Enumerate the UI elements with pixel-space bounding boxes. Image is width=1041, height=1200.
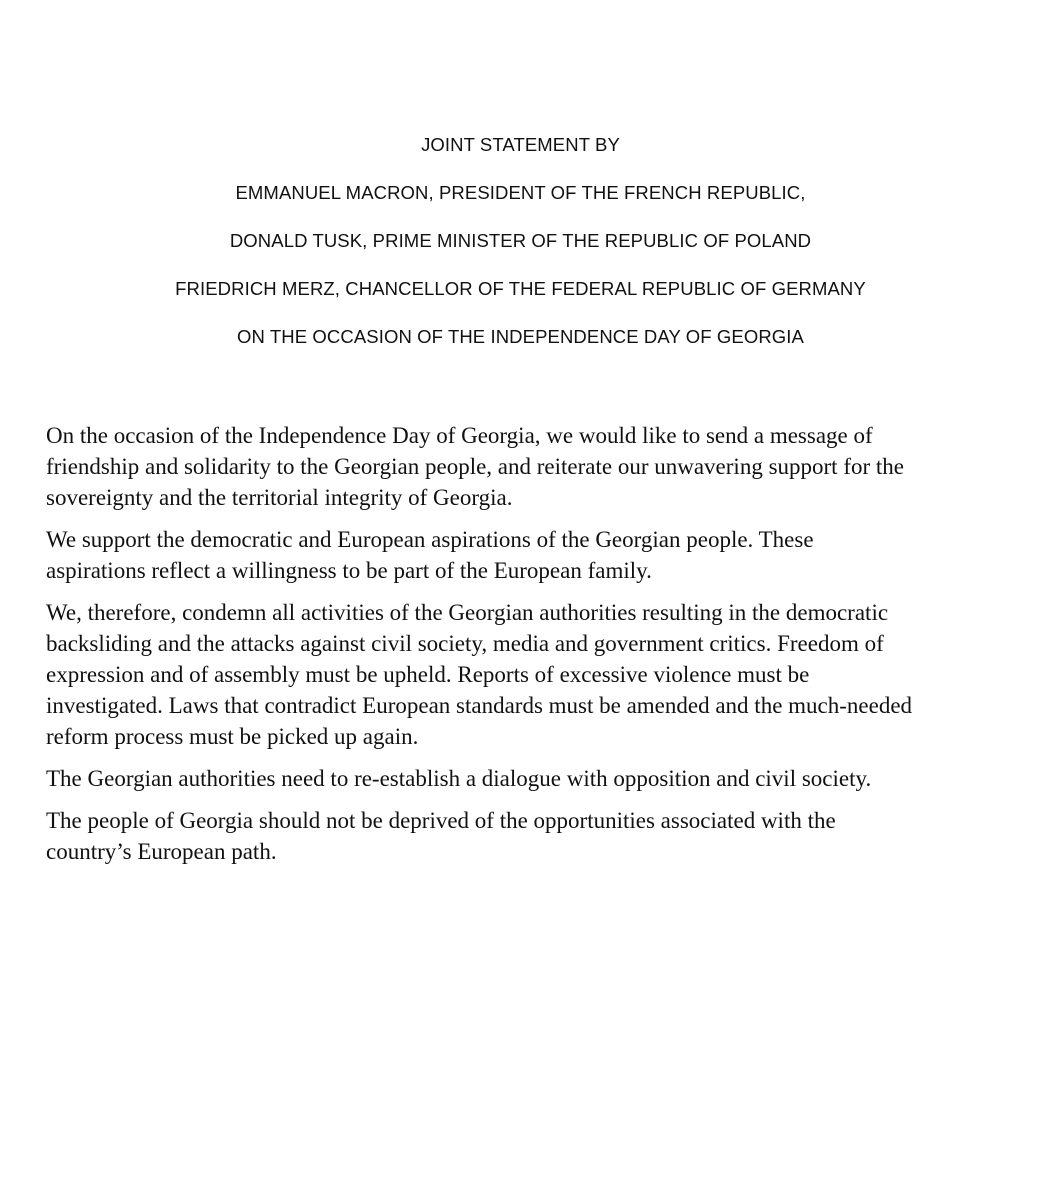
paragraph-european-path [46,805,1021,867]
paragraph-dialogue [46,763,1021,794]
heading-france-line: EMMANUEL MACRON, PRESIDENT OF THE FRENCH REPUBLIC, [235,182,806,203]
paragraph-aspirations [46,524,1021,586]
paragraph-line: On the occasion of the Independence Day of Georgia, we would like to send a message of [46,423,873,448]
paragraph-line: We, therefore, condemn all activities of the Georgian authorities resulting in the democratic [46,600,889,625]
paragraph-line: reform process must be picked up again. [46,724,419,749]
heading-occasion-line: ON THE OCCASION OF THE INDEPENDENCE DAY OF GEORGIA [237,326,804,347]
paragraph-line: The people of Georgia should not be deprived of the opportunities associated with the [46,808,836,833]
paragraph-line: aspirations reflect a willingness to be part of the European family. [46,558,652,583]
paragraph-line: country’s European path. [46,839,277,864]
paragraph-condemnation [46,597,1021,752]
paragraph-line: We support the democratic and European aspirations of the Georgian people. These [46,527,814,552]
heading-title-line: JOINT STATEMENT BY [421,134,620,155]
statement-body [46,420,1021,878]
paragraph-line: investigated. Laws that contradict European standards must be amended and the much-needed [46,693,913,718]
heading-germany-line: FRIEDRICH MERZ, CHANCELLOR OF THE FEDERAL REPUBLIC OF GERMANY [175,278,866,299]
paragraph-line: The Georgian authorities need to re-establish a dialogue with opposition and civil society. [46,766,872,791]
paragraph-line: sovereignty and the territorial integrity of Georgia. [46,485,513,510]
heading-poland-line: DONALD TUSK, PRIME MINISTER OF THE REPUBLIC OF POLAND [229,230,812,251]
paragraph-line: backsliding and the attacks against civil society, media and government critics. Freedom of [46,631,884,656]
paragraph-line: expression and of assembly must be upheld. Reports of excessive violence must be [46,662,810,687]
paragraph-solidarity [46,420,1021,513]
paragraph-line: friendship and solidarity to the Georgian people, and reiterate our unwavering support for the [46,454,904,479]
statement-heading [0,133,1041,373]
